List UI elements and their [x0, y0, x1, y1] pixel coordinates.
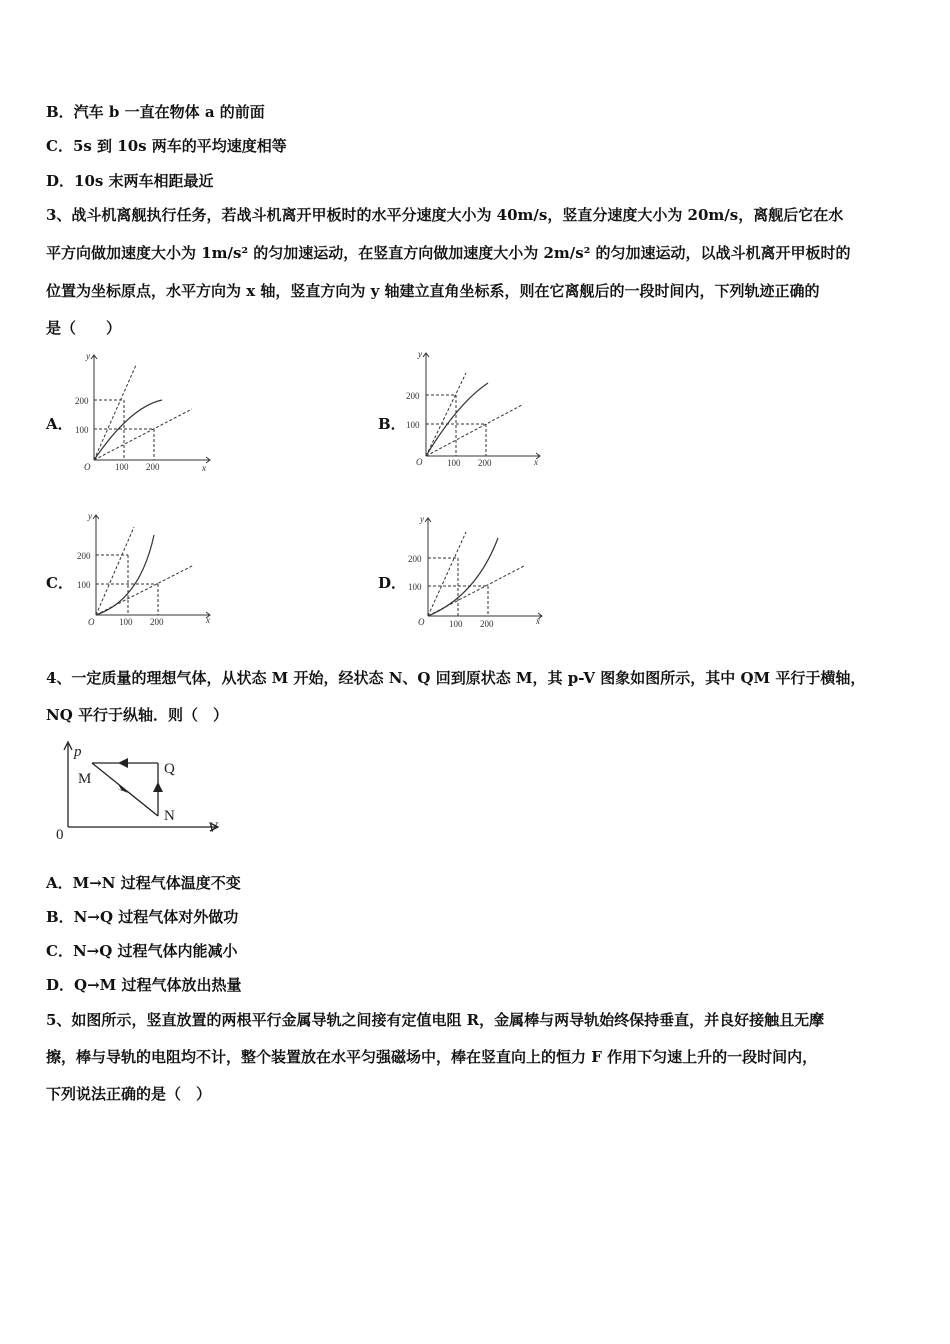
q3-option-a-label: A．	[46, 415, 73, 433]
prev-option-c: C．5s 到 10s 两车的平均速度相等	[46, 137, 287, 155]
q3-graph-b-x-label: x	[534, 457, 538, 467]
q3-graph-a	[70, 345, 220, 475]
q3-graph-d-y-label: y	[420, 514, 424, 524]
q4-option-d: D．Q→M 过程气体放出热量	[46, 976, 242, 994]
q4-line-2: NQ 平行于纵轴．则（ ）	[46, 706, 229, 724]
q4-point-n-label: N	[164, 808, 175, 824]
q5-line-2: 擦，棒与导轨的电阻均不计，整个装置放在水平匀强磁场中，棒在竖直向上的恒力 F 作用下匀速上升的一段时间内，	[46, 1048, 818, 1066]
q3-graph-b-y-tick-100: 100	[406, 420, 420, 430]
q3-graph-a-x-tick-200: 200	[146, 462, 160, 472]
q4-option-a: A．M→N 过程气体温度不变	[46, 874, 241, 892]
q3-graph-b-x-tick-100: 100	[447, 458, 461, 468]
q3-option-c-label: C．	[46, 574, 73, 592]
q5-line-3: 下列说法正确的是（ ）	[46, 1085, 212, 1103]
q3-graph-b-y-tick-200: 200	[406, 391, 420, 401]
q3-graph-a-y-label: y	[86, 351, 90, 361]
q3-graph-d-y-tick-100: 100	[408, 582, 422, 592]
prev-option-b: B．汽车 b 一直在物体 a 的前面	[46, 103, 265, 121]
prev-option-d: D．10s 末两车相距最近	[46, 172, 214, 190]
q4-option-c: C．N→Q 过程气体内能减小	[46, 942, 238, 960]
q3-graph-a-y-tick-200: 200	[75, 396, 89, 406]
q3-graph-d-origin: O	[418, 617, 425, 627]
q3-graph-a-x-tick-100: 100	[115, 462, 129, 472]
q3-option-d-label: D．	[378, 574, 407, 592]
q4-point-m-label: M	[78, 771, 92, 787]
q3-graph-c	[70, 505, 220, 635]
q5-line-1: 5、如图所示，竖直放置的两根平行金属导轨之间接有定值电阻 R，金属棒与两导轨始终保持垂直，并良好接触且无摩	[46, 1011, 825, 1029]
q3-graph-c-x-tick-200: 200	[150, 617, 164, 627]
q4-v-axis-label: V	[208, 820, 218, 836]
q3-graph-c-x-tick-100: 100	[119, 617, 133, 627]
q3-graph-c-y-label: y	[88, 511, 92, 521]
q3-graph-c-x-label: x	[206, 615, 210, 625]
q3-graph-d-x-tick-200: 200	[480, 619, 494, 629]
q4-line-1: 4、一定质量的理想气体，从状态 M 开始，经状态 N、Q 回到原状态 M，其 p-V 图象如图所示，其中 QM 平行于横轴，	[46, 669, 866, 687]
q3-option-b-label: B．	[378, 415, 406, 433]
q3-line-2: 平方向做加速度大小为 1m/s² 的匀加速运动，在竖直方向做加速度大小为 2m/s² 的匀加速运动，以战斗机离开甲板时的	[46, 244, 851, 262]
q3-graph-c-y-tick-100: 100	[77, 580, 91, 590]
q3-line-1: 3、战斗机离舰执行任务，若战斗机离开甲板时的水平分速度大小为 40m/s，竖直分速度大小为 20m/s，离舰后它在水	[46, 206, 844, 224]
q3-graph-a-y-tick-100: 100	[75, 425, 89, 435]
q3-graph-b	[400, 343, 550, 473]
q4-point-q-label: Q	[164, 761, 175, 777]
q3-graph-d-x-tick-100: 100	[449, 619, 463, 629]
q4-p-axis-label: p	[74, 744, 82, 760]
q3-graph-c-origin: O	[88, 617, 95, 627]
q3-graph-b-y-label: y	[418, 349, 422, 359]
q3-graph-a-origin: O	[84, 462, 91, 472]
q3-graph-d-y-tick-200: 200	[408, 554, 422, 564]
q3-graph-d-x-label: x	[536, 616, 540, 626]
q3-graph-b-origin: O	[416, 457, 423, 467]
q3-graph-a-x-label: x	[202, 463, 206, 473]
q3-graph-c-y-tick-200: 200	[77, 551, 91, 561]
q3-line-4: 是（ ）	[46, 319, 122, 337]
q4-option-b: B．N→Q 过程气体对外做功	[46, 908, 239, 926]
q3-graph-d	[400, 508, 550, 638]
q4-pv-diagram	[50, 738, 230, 843]
q4-origin-label: 0	[56, 827, 64, 843]
q3-line-3: 位置为坐标原点，水平方向为 x 轴，竖直方向为 y 轴建立直角坐标系，则在它离舰后的一段时间内，下列轨迹正确的	[46, 282, 820, 300]
q3-graph-b-x-tick-200: 200	[478, 458, 492, 468]
